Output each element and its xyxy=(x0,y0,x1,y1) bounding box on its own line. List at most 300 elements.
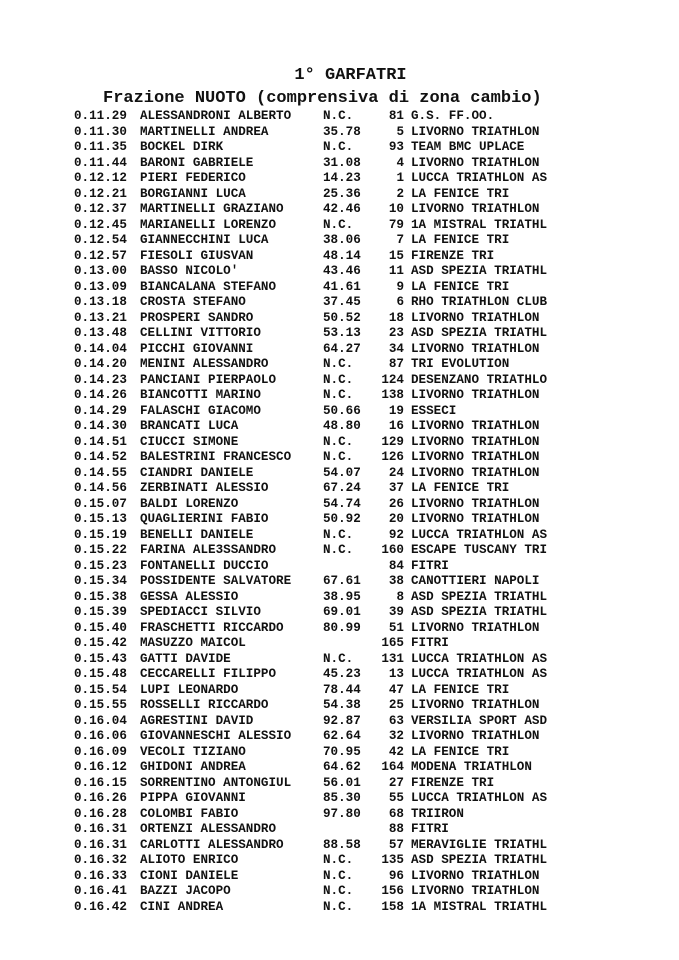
result-athlete-name: CINI ANDREA xyxy=(140,899,224,914)
result-row xyxy=(74,760,547,776)
result-bib-number: 84 xyxy=(388,558,404,573)
result-points: 85.30 xyxy=(323,791,361,805)
result-points: N.C. xyxy=(323,434,354,449)
result-row xyxy=(74,156,547,172)
result-athlete-name: BIANCALANA STEFANO xyxy=(140,279,277,294)
result-time: 0.15.54 xyxy=(74,682,127,697)
result-points: 38.06 xyxy=(323,233,361,247)
result-time: 0.16.12 xyxy=(74,760,127,774)
result-points: 56.01 xyxy=(323,775,361,790)
result-team: LIVORNO TRIATHLON xyxy=(411,388,540,402)
result-time: 0.12.57 xyxy=(74,248,127,263)
result-team: TRIIRON xyxy=(411,806,464,821)
result-team: LIVORNO TRIATHLON xyxy=(411,419,540,433)
result-time: 0.16.09 xyxy=(74,744,127,759)
result-time: 0.16.33 xyxy=(74,868,127,883)
result-row xyxy=(74,652,547,668)
result-team: ASD SPEZIA TRIATHL xyxy=(411,326,548,340)
result-athlete-name: BORGIANNI LUCA xyxy=(140,186,246,201)
result-points: 48.14 xyxy=(323,248,361,263)
result-bib-number: 16 xyxy=(388,419,404,433)
result-athlete-name: CIONI DANIELE xyxy=(140,868,239,883)
result-points: 67.24 xyxy=(323,481,361,495)
result-bib-number: 88 xyxy=(388,822,404,836)
result-time: 0.15.55 xyxy=(74,698,127,712)
result-points: 53.13 xyxy=(323,326,361,340)
result-team: RHO TRIATHLON CLUB xyxy=(411,295,548,309)
result-time: 0.16.15 xyxy=(74,775,127,790)
result-points: N.C. xyxy=(323,884,354,898)
result-time: 0.15.48 xyxy=(74,667,127,681)
result-athlete-name: MENINI ALESSANDRO xyxy=(140,357,269,371)
result-bib-number: 63 xyxy=(388,713,404,728)
result-athlete-name: COLOMBI FABIO xyxy=(140,806,239,821)
result-team: ESSECI xyxy=(411,403,457,418)
result-row xyxy=(74,869,547,885)
result-athlete-name: PIERI FEDERICO xyxy=(140,171,246,185)
result-athlete-name: GIANNECCHINI LUCA xyxy=(140,233,269,247)
result-row xyxy=(74,295,547,311)
result-points: 88.58 xyxy=(323,837,361,852)
result-bib-number: 87 xyxy=(388,357,404,371)
result-time: 0.13.00 xyxy=(74,264,127,278)
result-team: DESENZANO TRIATHLO xyxy=(411,372,548,387)
result-points: 78.44 xyxy=(323,682,361,697)
result-bib-number: 51 xyxy=(388,620,404,635)
result-time: 0.11.29 xyxy=(74,109,127,123)
result-bib-number: 9 xyxy=(396,279,404,294)
result-team: ASD SPEZIA TRIATHL xyxy=(411,589,548,604)
result-points: 14.23 xyxy=(323,171,361,185)
result-athlete-name: BALDI LORENZO xyxy=(140,496,239,511)
result-time: 0.13.48 xyxy=(74,326,127,340)
result-bib-number: 96 xyxy=(388,868,404,883)
result-row xyxy=(74,714,547,730)
result-bib-number: 27 xyxy=(388,775,404,790)
result-points: N.C. xyxy=(323,853,354,867)
result-bib-number: 158 xyxy=(381,899,404,914)
result-time: 0.15.34 xyxy=(74,574,127,588)
result-team: ASD SPEZIA TRIATHL xyxy=(411,264,548,278)
result-athlete-name: PICCHI GIOVANNI xyxy=(140,341,254,356)
result-time: 0.16.31 xyxy=(74,837,127,852)
result-row xyxy=(74,342,547,358)
result-row xyxy=(74,233,547,249)
result-points: 64.62 xyxy=(323,760,361,774)
result-athlete-name: CIUCCI SIMONE xyxy=(140,434,239,449)
result-bib-number: 81 xyxy=(388,109,404,123)
result-time: 0.13.09 xyxy=(74,279,127,294)
result-athlete-name: FARINA ALE3SSANDRO xyxy=(140,543,277,557)
result-bib-number: 15 xyxy=(388,248,404,263)
result-points: 54.74 xyxy=(323,496,361,511)
result-time: 0.14.52 xyxy=(74,450,127,464)
result-team: LUCCA TRIATHLON AS xyxy=(411,171,548,185)
result-row xyxy=(74,621,547,637)
result-athlete-name: ALESSANDRONI ALBERTO xyxy=(140,109,292,123)
result-athlete-name: ORTENZI ALESSANDRO xyxy=(140,822,277,836)
result-athlete-name: SPEDIACCI SILVIO xyxy=(140,605,261,619)
result-row xyxy=(74,543,547,559)
result-bib-number: 131 xyxy=(381,651,404,666)
result-team: LIVORNO TRIATHLON xyxy=(411,496,540,511)
result-row xyxy=(74,745,547,761)
result-team: LIVORNO TRIATHLON xyxy=(411,341,540,356)
result-team: FIRENZE TRI xyxy=(411,248,495,263)
page-subtitle: Frazione NUOTO (comprensiva di zona cambio) xyxy=(103,89,542,108)
result-points: N.C. xyxy=(323,140,354,154)
result-bib-number: 92 xyxy=(388,527,404,542)
result-team: LIVORNO TRIATHLON xyxy=(411,512,540,526)
result-team: LIVORNO TRIATHLON xyxy=(411,434,540,449)
result-bib-number: 34 xyxy=(388,341,404,356)
result-row xyxy=(74,729,547,745)
result-bib-number: 6 xyxy=(396,295,404,309)
result-athlete-name: BARONI GABRIELE xyxy=(140,155,254,170)
result-athlete-name: FONTANELLI DUCCIO xyxy=(140,558,269,573)
result-time: 0.16.41 xyxy=(74,884,127,898)
result-time: 0.12.12 xyxy=(74,171,127,185)
result-team: FITRI xyxy=(411,822,449,836)
page-title: 1° GARFATRI xyxy=(294,66,407,85)
result-athlete-name: MARIANELLI LORENZO xyxy=(140,217,277,232)
result-points: 43.46 xyxy=(323,264,361,278)
result-time: 0.11.44 xyxy=(74,155,127,170)
result-athlete-name: GHIDONI ANDREA xyxy=(140,760,246,774)
result-row xyxy=(74,450,547,466)
result-points: 69.01 xyxy=(323,605,361,619)
result-points: N.C. xyxy=(323,372,354,387)
result-row xyxy=(74,838,547,854)
result-points: 31.08 xyxy=(323,155,361,170)
result-row xyxy=(74,791,547,807)
result-time: 0.12.54 xyxy=(74,233,127,247)
result-athlete-name: GESSA ALESSIO xyxy=(140,589,239,604)
result-time: 0.15.42 xyxy=(74,636,127,650)
result-bib-number: 124 xyxy=(381,372,404,387)
result-bib-number: 135 xyxy=(381,853,404,867)
result-points: 48.80 xyxy=(323,419,361,433)
result-row xyxy=(74,109,547,125)
result-row xyxy=(74,357,547,373)
result-points: N.C. xyxy=(323,388,354,402)
result-team: FITRI xyxy=(411,636,449,650)
result-points: N.C. xyxy=(323,109,354,123)
result-points: N.C. xyxy=(323,868,354,883)
result-time: 0.13.21 xyxy=(74,310,127,325)
result-team: LA FENICE TRI xyxy=(411,481,510,495)
result-time: 0.14.26 xyxy=(74,388,127,402)
result-row xyxy=(74,605,547,621)
result-team: LIVORNO TRIATHLON xyxy=(411,310,540,325)
result-bib-number: 20 xyxy=(388,512,404,526)
result-row xyxy=(74,528,547,544)
result-time: 0.13.18 xyxy=(74,295,127,309)
result-team: LIVORNO TRIATHLON xyxy=(411,868,540,883)
result-row xyxy=(74,280,547,296)
result-athlete-name: BASSO NICOLO' xyxy=(140,264,239,278)
result-points: 64.27 xyxy=(323,341,361,356)
result-row xyxy=(74,512,547,528)
result-row xyxy=(74,698,547,714)
result-team: TRI EVOLUTION xyxy=(411,357,510,371)
result-team: FIRENZE TRI xyxy=(411,775,495,790)
result-athlete-name: ALIOTO ENRICO xyxy=(140,853,239,867)
result-row xyxy=(74,884,547,900)
result-row xyxy=(74,807,547,823)
result-points: 42.46 xyxy=(323,202,361,216)
result-bib-number: 37 xyxy=(388,481,404,495)
result-bib-number: 19 xyxy=(388,403,404,418)
result-points: 62.64 xyxy=(323,729,361,743)
result-team: LIVORNO TRIATHLON xyxy=(411,155,540,170)
result-bib-number: 32 xyxy=(388,729,404,743)
result-team: LIVORNO TRIATHLON xyxy=(411,465,540,480)
result-bib-number: 129 xyxy=(381,434,404,449)
result-team: FITRI xyxy=(411,558,449,573)
result-row xyxy=(74,202,547,218)
result-athlete-name: BIANCOTTI MARINO xyxy=(140,388,261,402)
result-team: LIVORNO TRIATHLON xyxy=(411,729,540,743)
result-row xyxy=(74,667,547,683)
result-team: LIVORNO TRIATHLON xyxy=(411,202,540,216)
result-athlete-name: GATTI DAVIDE xyxy=(140,651,231,666)
result-row xyxy=(74,419,547,435)
result-team: LA FENICE TRI xyxy=(411,744,510,759)
result-bib-number: 156 xyxy=(381,884,404,898)
result-points: N.C. xyxy=(323,217,354,232)
result-points: 50.66 xyxy=(323,403,361,418)
result-row xyxy=(74,125,547,141)
result-athlete-name: BALESTRINI FRANCESCO xyxy=(140,450,292,464)
result-team: LIVORNO TRIATHLON xyxy=(411,124,540,139)
result-bib-number: 23 xyxy=(388,326,404,340)
result-athlete-name: PANCIANI PIERPAOLO xyxy=(140,372,277,387)
result-points: 54.07 xyxy=(323,465,361,480)
result-row xyxy=(74,590,547,606)
result-team: CANOTTIERI NAPOLI xyxy=(411,574,540,588)
result-points: 37.45 xyxy=(323,295,361,309)
result-bib-number: 164 xyxy=(381,760,404,774)
result-time: 0.14.20 xyxy=(74,357,127,371)
result-athlete-name: MARTINELLI GRAZIANO xyxy=(140,202,284,216)
result-athlete-name: CELLINI VITTORIO xyxy=(140,326,261,340)
result-time: 0.16.28 xyxy=(74,806,127,821)
result-row xyxy=(74,249,547,265)
result-points: 25.36 xyxy=(323,186,361,201)
result-points: 35.78 xyxy=(323,124,361,139)
result-time: 0.16.06 xyxy=(74,729,127,743)
result-bib-number: 13 xyxy=(388,667,404,681)
result-bib-number: 24 xyxy=(388,465,404,480)
result-row xyxy=(74,574,547,590)
result-bib-number: 79 xyxy=(388,217,404,232)
result-points: 80.99 xyxy=(323,620,361,635)
result-time: 0.12.21 xyxy=(74,186,127,201)
result-bib-number: 11 xyxy=(388,264,404,278)
result-team: LA FENICE TRI xyxy=(411,279,510,294)
result-row xyxy=(74,218,547,234)
result-time: 0.14.56 xyxy=(74,481,127,495)
result-athlete-name: CROSTA STEFANO xyxy=(140,295,246,309)
result-row xyxy=(74,466,547,482)
result-bib-number: 25 xyxy=(388,698,404,712)
result-athlete-name: BOCKEL DIRK xyxy=(140,140,224,154)
result-athlete-name: PROSPERI SANDRO xyxy=(140,310,254,325)
result-time: 0.15.43 xyxy=(74,651,127,666)
result-athlete-name: CECCARELLI FILIPPO xyxy=(140,667,277,681)
result-athlete-name: POSSIDENTE SALVATORE xyxy=(140,574,292,588)
result-points: N.C. xyxy=(323,450,354,464)
result-team: LUCCA TRIATHLON AS xyxy=(411,651,548,666)
result-team: 1A MISTRAL TRIATHL xyxy=(411,899,548,914)
result-bib-number: 26 xyxy=(388,496,404,511)
result-athlete-name: FALASCHI GIACOMO xyxy=(140,403,261,418)
result-team: G.S. FF.OO. xyxy=(411,109,495,123)
result-team: TEAM BMC UPLACE xyxy=(411,140,525,154)
result-bib-number: 2 xyxy=(396,186,404,201)
result-time: 0.16.31 xyxy=(74,822,127,836)
result-team: ASD SPEZIA TRIATHL xyxy=(411,853,548,867)
result-team: VERSILIA SPORT ASD xyxy=(411,713,548,728)
result-time: 0.15.40 xyxy=(74,620,127,635)
result-points: N.C. xyxy=(323,899,354,914)
result-points: N.C. xyxy=(323,543,354,557)
result-time: 0.15.23 xyxy=(74,558,127,573)
result-time: 0.15.39 xyxy=(74,605,127,619)
result-athlete-name: BENELLI DANIELE xyxy=(140,527,254,542)
result-athlete-name: AGRESTINI DAVID xyxy=(140,713,254,728)
result-points: 50.92 xyxy=(323,512,361,526)
result-time: 0.16.32 xyxy=(74,853,127,867)
result-athlete-name: FIESOLI GIUSVAN xyxy=(140,248,254,263)
result-row xyxy=(74,683,547,699)
result-athlete-name: CARLOTTI ALESSANDRO xyxy=(140,837,284,852)
result-points: 54.38 xyxy=(323,698,361,712)
result-bib-number: 38 xyxy=(388,574,404,588)
result-team: LUCCA TRIATHLON AS xyxy=(411,667,548,681)
result-time: 0.15.13 xyxy=(74,512,127,526)
result-bib-number: 55 xyxy=(388,791,404,805)
result-time: 0.15.19 xyxy=(74,527,127,542)
result-athlete-name: QUAGLIERINI FABIO xyxy=(140,512,269,526)
result-row xyxy=(74,900,547,916)
result-bib-number: 68 xyxy=(388,806,404,821)
result-row xyxy=(74,435,547,451)
result-bib-number: 42 xyxy=(388,744,404,759)
result-team: ESCAPE TUSCANY TRI xyxy=(411,543,548,557)
result-athlete-name: SORRENTINO ANTONGIUL xyxy=(140,775,292,790)
result-row xyxy=(74,481,547,497)
result-time: 0.11.35 xyxy=(74,140,127,154)
result-bib-number: 5 xyxy=(396,124,404,139)
result-points: 97.80 xyxy=(323,806,361,821)
result-row xyxy=(74,559,547,575)
result-athlete-name: LUPI LEONARDO xyxy=(140,682,239,697)
result-team: MODENA TRIATHLON xyxy=(411,760,532,774)
result-row xyxy=(74,171,547,187)
result-bib-number: 4 xyxy=(396,155,404,170)
result-time: 0.16.04 xyxy=(74,713,127,728)
result-time: 0.14.55 xyxy=(74,465,127,480)
result-time: 0.11.30 xyxy=(74,124,127,139)
result-team: LA FENICE TRI xyxy=(411,682,510,697)
result-row xyxy=(74,311,547,327)
result-bib-number: 18 xyxy=(388,310,404,325)
result-points: N.C. xyxy=(323,651,354,666)
result-time: 0.14.04 xyxy=(74,341,127,356)
result-bib-number: 47 xyxy=(388,682,404,697)
result-athlete-name: BRANCATI LUCA xyxy=(140,419,239,433)
result-row xyxy=(74,326,547,342)
result-team: LUCCA TRIATHLON AS xyxy=(411,791,548,805)
result-row xyxy=(74,776,547,792)
result-row xyxy=(74,388,547,404)
result-time: 0.14.23 xyxy=(74,372,127,387)
result-team: LA FENICE TRI xyxy=(411,186,510,201)
result-team: LA FENICE TRI xyxy=(411,233,510,247)
result-time: 0.14.51 xyxy=(74,434,127,449)
result-row xyxy=(74,636,547,652)
result-athlete-name: MASUZZO MAICOL xyxy=(140,636,246,650)
result-row xyxy=(74,187,547,203)
result-bib-number: 57 xyxy=(388,837,404,852)
result-bib-number: 126 xyxy=(381,450,404,464)
result-team: LIVORNO TRIATHLON xyxy=(411,450,540,464)
result-team: 1A MISTRAL TRIATHL xyxy=(411,217,548,232)
result-athlete-name: GIOVANNESCHI ALESSIO xyxy=(140,729,292,743)
result-bib-number: 10 xyxy=(388,202,404,216)
result-points: 50.52 xyxy=(323,310,361,325)
result-time: 0.12.37 xyxy=(74,202,127,216)
result-row xyxy=(74,853,547,869)
result-time: 0.15.38 xyxy=(74,589,127,604)
result-athlete-name: BAZZI JACOPO xyxy=(140,884,231,898)
result-bib-number: 93 xyxy=(388,140,404,154)
result-bib-number: 1 xyxy=(396,171,404,185)
result-row xyxy=(74,140,547,156)
result-time: 0.16.42 xyxy=(74,899,127,914)
result-row xyxy=(74,404,547,420)
result-row xyxy=(74,822,547,838)
result-points: 38.95 xyxy=(323,589,361,604)
result-team: ASD SPEZIA TRIATHL xyxy=(411,605,548,619)
result-time: 0.15.07 xyxy=(74,496,127,511)
result-points: N.C. xyxy=(323,357,354,371)
result-points: 92.87 xyxy=(323,713,361,728)
result-bib-number: 160 xyxy=(381,543,404,557)
result-athlete-name: ZERBINATI ALESSIO xyxy=(140,481,269,495)
result-bib-number: 8 xyxy=(396,589,404,604)
result-points: 70.95 xyxy=(323,744,361,759)
result-row xyxy=(74,497,547,513)
result-team: LIVORNO TRIATHLON xyxy=(411,620,540,635)
result-points: 67.61 xyxy=(323,574,361,588)
result-time: 0.14.30 xyxy=(74,419,127,433)
result-points: 41.61 xyxy=(323,279,361,294)
results-list xyxy=(74,109,547,915)
result-team: LUCCA TRIATHLON AS xyxy=(411,527,548,542)
result-athlete-name: MARTINELLI ANDREA xyxy=(140,124,269,139)
result-time: 0.12.45 xyxy=(74,217,127,232)
result-athlete-name: ROSSELLI RICCARDO xyxy=(140,698,269,712)
result-row xyxy=(74,373,547,389)
result-bib-number: 165 xyxy=(381,636,404,650)
result-athlete-name: FRASCHETTI RICCARDO xyxy=(140,620,284,635)
result-team: LIVORNO TRIATHLON xyxy=(411,698,540,712)
result-points: N.C. xyxy=(323,527,354,542)
result-row xyxy=(74,264,547,280)
